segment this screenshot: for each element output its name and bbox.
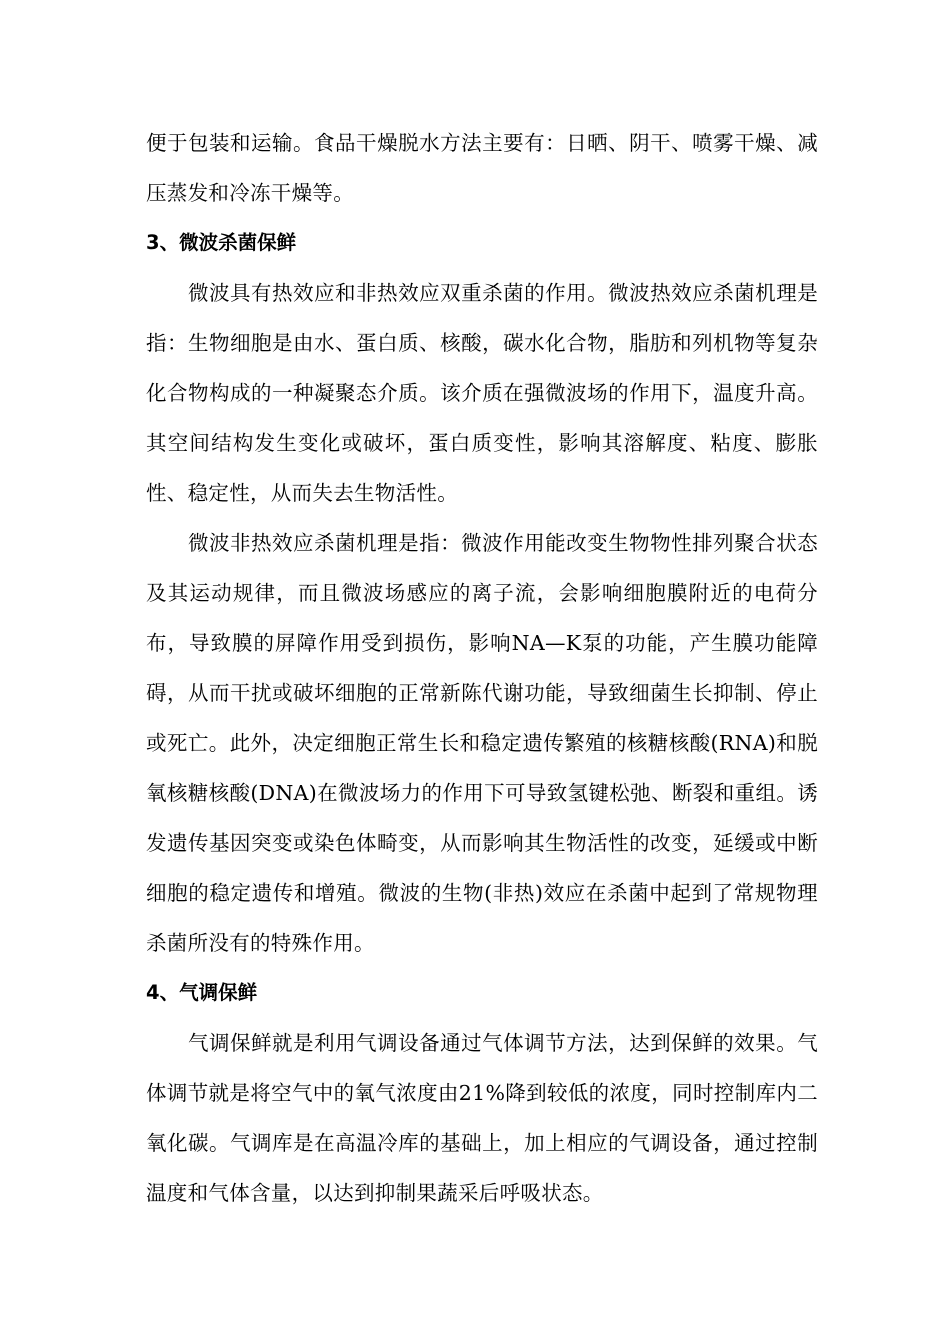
section-4-paragraph-1: 气调保鲜就是利用气调设备通过气体调节方法，达到保鲜的效果。气体调节就是将空气中的氧气浓度由21%降到较低的浓度，同时控制库内二氧化碳。气调库是在高温冷库的基础上，加上相应的气调设备，通过控制温度和气体含量，以达到抑制果蔬采后呼吸状态。 bbox=[146, 1031, 818, 1205]
section-3-paragraph-2: 微波非热效应杀菌机理是指：微波作用能改变生物物性排列聚合状态及其运动规律，而且微波场感应的离子流，会影响细胞膜附近的电荷分布，导致膜的屏障作用受到损伤，影响NA—K泵的功能，产生膜功能障碍，从而干扰或破坏细胞的正常新陈代谢功能，导致细菌生长抑制、停止或死亡。此外，决定细胞正常生长和稳定遗传繁殖的核糖核酸(RNA)和脱氧核糖核酸(DNA)在微波场力的作用下可导致氢键松弛、断裂和重组。诱发遗传基因突变或染色体畸变，从而影响其生物活性的改变，延缓或中断细胞的稳定遗传和增殖。微波的生物(非热)效应在杀菌中起到了常规物理杀菌所没有的特殊作用。 bbox=[146, 531, 818, 955]
document-page bbox=[146, 118, 818, 1218]
section-4-heading: 4、气调保鲜 bbox=[146, 981, 258, 1004]
section-3-heading: 3、微波杀菌保鲜 bbox=[146, 231, 297, 254]
section-3-paragraph-1: 微波具有热效应和非热效应双重杀菌的作用。微波热效应杀菌机理是指：生物细胞是由水、蛋白质、核酸，碳水化合物，脂肪和列机物等复杂化合物构成的一种凝聚态介质。该介质在强微波场的作用下，温度升高。其空间结构发生变化或破坏，蛋白质变性，影响其溶解度、粘度、膨胀性、稳定性，从而失去生物活性。 bbox=[146, 281, 818, 505]
continuation-paragraph: 便于包装和运输。食品干燥脱水方法主要有：日晒、阴干、喷雾干燥、减压蒸发和冷冻干燥等。 bbox=[146, 131, 818, 205]
